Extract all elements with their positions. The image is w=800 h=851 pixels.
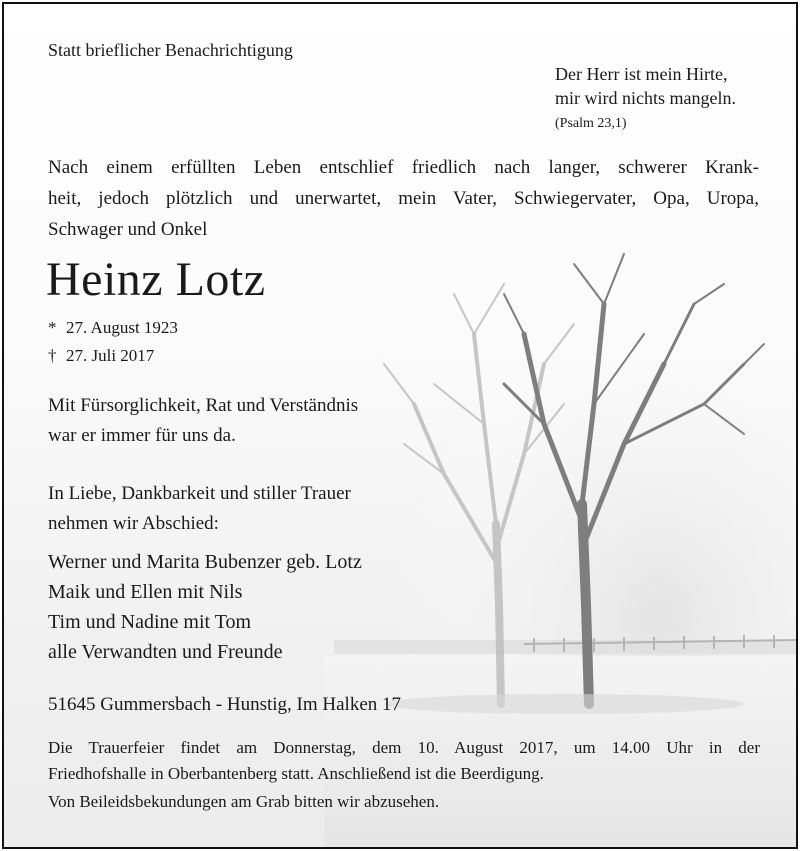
mourner-entry: alle Verwandten und Freunde [48,641,283,663]
obituary-card [2,2,798,849]
farewell-text [48,479,351,539]
mourners-list [48,547,362,667]
tribute-line-1: Mit Fürsorglichkeit, Rat und Verständnis [48,395,359,416]
birth-date: 27. August 1923 [66,318,178,337]
mourner-entry: Tim und Nadine mit Tom [48,611,252,633]
header-text: Statt brieflicher Benachrichtigung [48,40,293,60]
intro-line-1: Nach einem erfüllten Leben entschlief friedlich nach langer, schwerer Krank- [48,157,759,178]
service-info [48,735,760,787]
death-symbol: † [48,346,57,365]
service-line-2: Friedhofshalle in Oberbantenberg statt. Anschließend ist die Beerdigung. [48,764,544,783]
psalm-quote [555,62,736,136]
address: 51645 Gummersbach - Hunstig, Im Halken 17 [48,694,402,715]
psalm-line-2: mir wird nichts mangeln. [555,88,736,108]
death-date: 27. Juli 2017 [66,346,155,365]
farewell-line-2: nehmen wir Abschied: [48,513,219,534]
intro-paragraph [48,152,759,245]
birth-symbol: * [48,318,57,337]
birth-date-row [48,314,178,342]
psalm-reference: (Psalm 23,1) [555,116,627,131]
deceased-name: Heinz Lotz [46,253,266,306]
death-date-row [48,342,178,370]
tribute-line-2: war er immer für uns da. [48,425,236,446]
intro-line-3: Schwager und Onkel [48,219,208,240]
tribute-text [48,391,358,451]
service-line-1: Die Trauerfeier findet am Donnerstag, dem 10. August 2017, um 14.00 Uhr in der [48,738,760,757]
mourner-entry: Werner und Marita Bubenzer geb. Lotz [48,551,362,573]
psalm-line-1: Der Herr ist mein Hirte, [555,64,728,84]
condolence-note: Von Beileidsbekundungen am Grab bitten wir abzusehen. [48,792,440,811]
life-dates [48,314,178,370]
mourner-entry: Maik und Ellen mit Nils [48,581,243,603]
intro-line-2: heit, jedoch plötzlich und unerwartet, mein Vater, Schwiegervater, Opa, Uropa, [48,188,759,209]
farewell-line-1: In Liebe, Dankbarkeit und stiller Trauer [48,483,351,504]
